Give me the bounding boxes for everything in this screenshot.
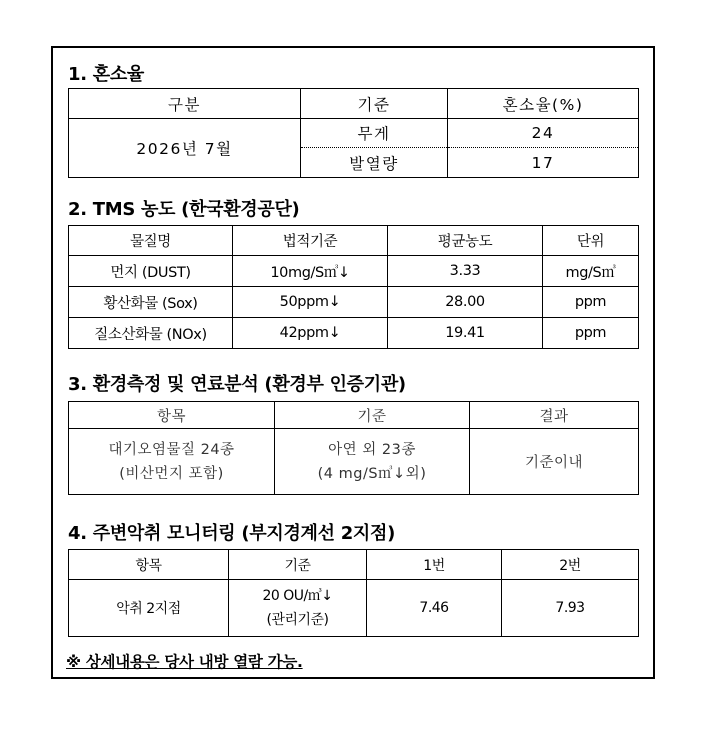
header-basis: 기준 (275, 402, 470, 429)
table-row-avg: 19.41 (388, 318, 543, 349)
header-category: 구분 (69, 89, 301, 119)
blend-ratio-table (68, 88, 639, 178)
header-unit: 단위 (543, 226, 639, 256)
basis-line-2: (관리기준) (266, 612, 329, 628)
footnote: ※ 상세내용은 당사 내방 열람 가능. (66, 653, 303, 671)
tms-table (68, 225, 639, 349)
header-result: 결과 (470, 402, 639, 429)
table-row-unit: ppm (543, 318, 639, 349)
odor-table (68, 549, 639, 637)
item-line-1: 대기오염물질 24종 (108, 441, 235, 458)
header-basis: 기준 (229, 550, 367, 580)
table-row-limit: 42ppm↓ (233, 318, 388, 349)
section-1-title: 1. 혼소율 (68, 64, 144, 85)
item-cell (69, 429, 275, 495)
item-line-2: (비산먼지 포함) (119, 465, 224, 482)
header-point-2: 2번 (502, 550, 639, 580)
table-row-avg: 3.33 (388, 256, 543, 287)
table-row-name: 황산화물 (Sox) (69, 287, 233, 318)
basis-line-2: (4 mg/S㎥↓외) (317, 465, 427, 482)
header-substance: 물질명 (69, 226, 233, 256)
header-item: 항목 (69, 550, 229, 580)
value-heat: 17 (448, 148, 639, 178)
header-blend-ratio: 혼소율(%) (448, 89, 639, 119)
table-row-limit: 50ppm↓ (233, 287, 388, 318)
basis-weight: 무게 (301, 119, 448, 148)
section-2-title: 2. TMS 농도 (한국환경공단) (68, 199, 300, 220)
table-row-unit: ppm (543, 287, 639, 318)
basis-line-1: 20 OU/㎥↓ (262, 588, 333, 604)
table-row-name: 먼지 (DUST) (69, 256, 233, 287)
point-1-value: 7.46 (367, 580, 502, 637)
section-3-title: 3. 환경측정 및 연료분석 (환경부 인증기관) (68, 374, 406, 395)
period-cell: 2026년 7월 (69, 119, 301, 178)
basis-line-1: 아연 외 23종 (328, 441, 416, 458)
basis-heat: 발열량 (301, 148, 448, 178)
measurement-table (68, 401, 639, 495)
basis-cell (275, 429, 470, 495)
header-legal-limit: 법적기준 (233, 226, 388, 256)
header-point-1: 1번 (367, 550, 502, 580)
point-2-value: 7.93 (502, 580, 639, 637)
header-item: 항목 (69, 402, 275, 429)
result-cell: 기준이내 (470, 429, 639, 495)
header-basis: 기준 (301, 89, 448, 119)
table-row-limit: 10mg/S㎥↓ (233, 256, 388, 287)
header-average: 평균농도 (388, 226, 543, 256)
table-row-unit: mg/S㎥ (543, 256, 639, 287)
item-cell: 악취 2지점 (69, 580, 229, 637)
table-row-avg: 28.00 (388, 287, 543, 318)
table-row-name: 질소산화물 (NOx) (69, 318, 233, 349)
basis-cell (229, 580, 367, 637)
section-4-title: 4. 주변악취 모니터링 (부지경계선 2지점) (68, 523, 396, 544)
value-weight: 24 (448, 119, 639, 148)
